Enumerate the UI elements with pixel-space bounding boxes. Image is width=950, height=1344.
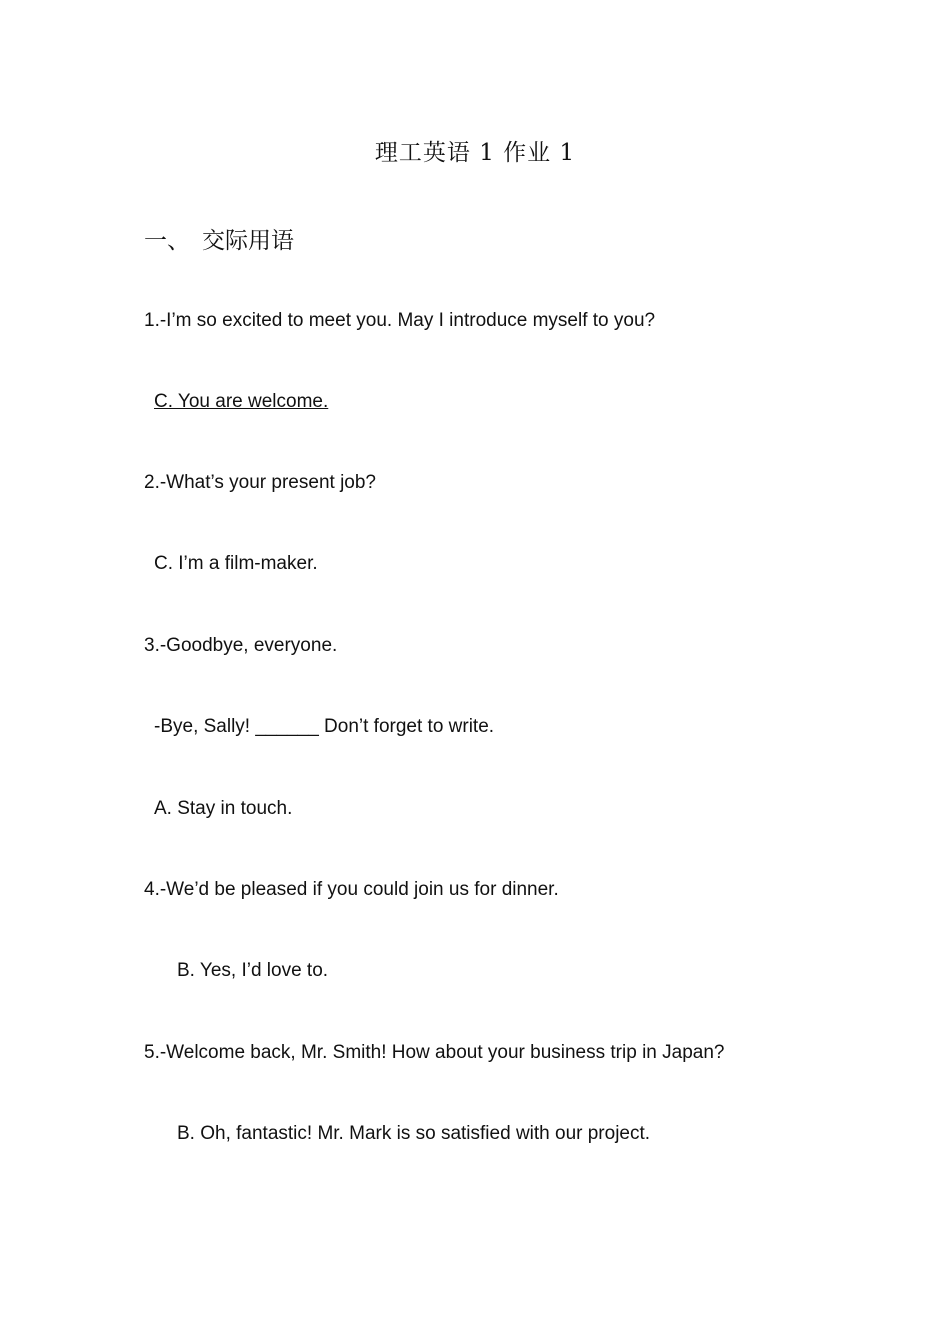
section-heading bbox=[144, 222, 294, 255]
question-5: 5.-Welcome back, Mr. Smith! How about your business trip in Japan? bbox=[144, 1042, 725, 1063]
question-4: 4.-We’d be pleased if you could join us for dinner. bbox=[144, 879, 559, 900]
reply-3: -Bye, Sally! ______ Don’t forget to write. bbox=[154, 716, 495, 737]
answer-2: C. I’m a film-maker. bbox=[154, 553, 318, 574]
answer-1: C. You are welcome. bbox=[154, 391, 329, 412]
section-title: 交际用语 bbox=[202, 228, 294, 254]
question-1: 1.-I’m so excited to meet you. May I introduce myself to you? bbox=[144, 310, 656, 331]
answer-5: B. Oh, fantastic! Mr. Mark is so satisfied with our project. bbox=[177, 1123, 651, 1144]
question-3: 3.-Goodbye, everyone. bbox=[144, 635, 338, 656]
answer-4: B. Yes, I’d love to. bbox=[177, 960, 329, 981]
document-title: 理工英语 1 作业 1 bbox=[374, 140, 576, 166]
answer-3: A. Stay in touch. bbox=[154, 798, 293, 819]
section-number: 一、 bbox=[144, 228, 190, 254]
question-2: 2.-What’s your present job? bbox=[144, 472, 376, 493]
